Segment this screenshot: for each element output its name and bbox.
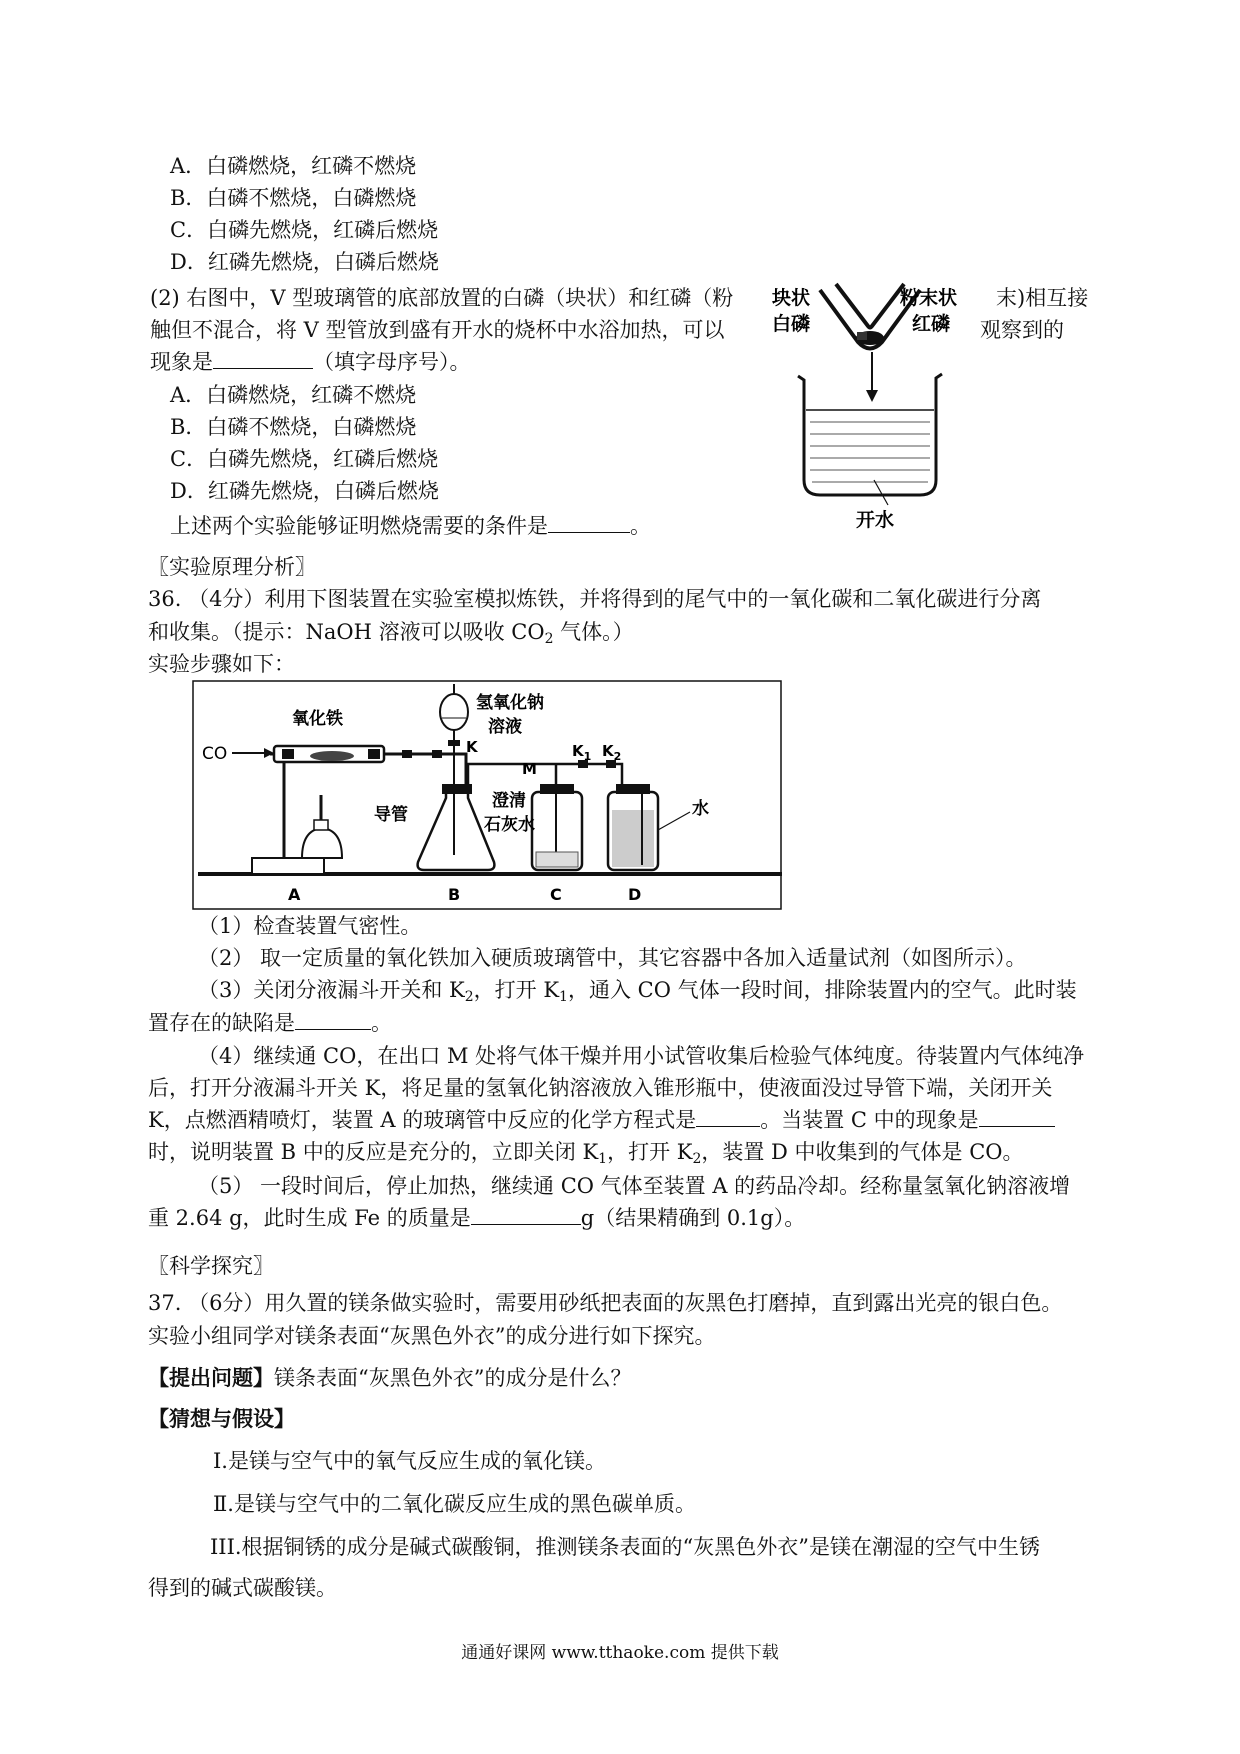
q36-step4-line4-a: 时，说明装置 B 中的反应是充分的，立即关闭 K — [148, 1140, 599, 1164]
q36-step4-line1: （4）继续通 CO，在出口 M 处将气体干燥并用小试管收集后检验气体纯度。待装置内气体纯净 — [198, 1044, 1085, 1068]
q36-line1: 36. （4分）利用下图装置在实验室模拟炼铁，并将得到的尾气中的一氧化碳和二氧化碳进行分离 — [148, 587, 1042, 611]
section-explore-heading: 〖科学探究〗 — [148, 1254, 274, 1278]
fig2-label-a: A — [288, 885, 301, 904]
q1-option-a: A．白磷燃烧，红磷不燃烧 — [170, 154, 417, 178]
q36-step2: （2） 取一定质量的氧化铁加入硬质玻璃管中，其它容器中各加入适量试剂（如图所示）。 — [198, 946, 1027, 970]
answer-blank[interactable] — [213, 348, 313, 369]
q37-line1: 37. （6分）用久置的镁条做实验时，需要用砂纸把表面的灰黑色打磨掉，直到露出光亮的银白色。 — [148, 1291, 1063, 1315]
fig2-label-naoh-1: 氢氧化钠 — [476, 693, 544, 713]
q36-step5-line2-a: 重 2.64 g，此时生成 Fe 的质量是 — [148, 1206, 471, 1230]
fig2-label-co: CO — [202, 744, 228, 764]
fig2-label-iron-oxide: 氧化铁 — [292, 709, 343, 729]
q36-line3: 实验步骤如下： — [148, 652, 295, 676]
q2-line1-b: 末)相互接 — [996, 286, 1089, 310]
q37-hypothesis-3-line1: III.根据铜锈的成分是碱式碳酸铜，推测镁条表面的“灰黑色外衣”是镁在潮湿的空气中生锈 — [210, 1535, 1041, 1559]
q37-question-text: 镁条表面“灰黑色外衣”的成分是什么？ — [274, 1366, 632, 1390]
q36-step4-line4-c: ，装置 D 中收集到的气体是 CO。 — [701, 1140, 1024, 1164]
section-analysis-heading: 〖实验原理分析〗 — [148, 555, 316, 579]
fig1-label-powder: 粉末状 — [900, 287, 958, 309]
q36-step4-line4-sub2: 2 — [692, 1151, 702, 1167]
q36-step3-b: ，打开 K — [473, 978, 560, 1002]
q1-option-b: B．白磷不燃烧，白磷燃烧 — [170, 186, 417, 210]
fig2-label-k: K — [466, 738, 478, 756]
answer-blank[interactable] — [295, 1009, 371, 1030]
fig2-label-k1: K — [572, 742, 584, 760]
q36-step3-c: ，通入 CO 气体一段时间，排除装置内的空气。此时装 — [567, 978, 1077, 1002]
page-footer: 通通好课网 www.tthaoke.com 提供下载 — [461, 1643, 779, 1663]
fig2-label-k2-sub: 2 — [613, 750, 622, 763]
q2-conclusion — [170, 512, 651, 540]
q36-step4-line3-a: K，点燃酒精喷灯，装置 A 的玻璃管中反应的化学方程式是 — [148, 1108, 697, 1132]
q2-conclusion-text: 上述两个实验能够证明燃烧需要的条件是 — [170, 514, 548, 538]
q36-step5-line2-b: g（结果精确到 0.1g）。 — [580, 1206, 806, 1230]
svg-text:K2 — [602, 742, 621, 763]
q2-line2-b: 观察到的 — [980, 318, 1064, 342]
q36-step3-a: （3）关闭分液漏斗开关和 K — [198, 978, 465, 1002]
q36-step3-sub1: 2 — [464, 989, 474, 1005]
fig2-label-lime-1: 澄清 — [492, 791, 526, 811]
fig2-label-d: D — [628, 885, 642, 904]
q2-option-a: A．白磷燃烧，红磷不燃烧 — [170, 383, 417, 407]
fig1-label-block: 块状 — [772, 287, 811, 309]
q36-step4-line4-b: ，打开 K — [607, 1140, 693, 1164]
q36-step4-line4-sub1: 1 — [598, 1151, 608, 1167]
q2-option-d: D．红磷先燃烧，白磷后燃烧 — [170, 479, 439, 503]
q36-step3-line2-b: 。 — [371, 1011, 392, 1035]
answer-blank[interactable] — [471, 1204, 581, 1225]
q37-hypothesis-3-line2: 得到的碱式碳酸镁。 — [148, 1576, 337, 1600]
fig2-label-k2: K — [602, 742, 614, 760]
q36-line2-b: 气体。） — [553, 620, 634, 644]
q36-line2-sub: 2 — [544, 631, 554, 647]
fig2-label-k1-sub: 1 — [583, 750, 592, 763]
fig1-label-red: 红磷 — [912, 313, 951, 335]
q36-line2-a: 和收集。（提示：NaOH 溶液可以吸收 CO — [148, 620, 545, 644]
q36-step3-line2-a: 置存在的缺陷是 — [148, 1011, 295, 1035]
q2-line3 — [150, 348, 471, 376]
q37-question-label: 【提出问题】 — [148, 1365, 274, 1390]
q1-option-d: D．红磷先燃烧，白磷后燃烧 — [170, 250, 439, 274]
q36-step4-line4 — [148, 1138, 1024, 1173]
q36-step4-line3-b: 。当装置 C 中的现象是 — [760, 1108, 979, 1132]
answer-blank[interactable] — [696, 1106, 760, 1127]
fig2-label-c: C — [550, 885, 562, 904]
q36-step4-line2: 后，打开分液漏斗开关 K，将足量的氢氧化钠溶液放入锥形瓶中，使液面没过导管下端，关闭开关 — [148, 1076, 1053, 1100]
q1-option-c: C．白磷先燃烧，红磷后燃烧 — [170, 218, 439, 242]
q2-line1-a: (2) 右图中，V 型玻璃管的底部放置的白磷（块状）和红磷（粉 — [150, 286, 734, 310]
q2-option-b: B．白磷不燃烧，白磷燃烧 — [170, 415, 417, 439]
fig1-label-water: 开水 — [856, 509, 895, 530]
fig2-label-lime-2: 石灰水 — [484, 815, 535, 835]
svg-text:K1 — [572, 742, 591, 763]
fig2-label-m: M — [522, 760, 537, 778]
q36-step3-line1 — [198, 976, 1077, 1011]
q2-line3-a: 现象是 — [150, 350, 213, 374]
q36-step5-line1: （5） 一段时间后，停止加热，继续通 CO 气体至装置 A 的药品冷却。经称量氢氧化钠溶液增 — [198, 1174, 1071, 1198]
q37-line2: 实验小组同学对镁条表面“灰黑色外衣”的成分进行如下探究。 — [148, 1324, 716, 1348]
q37-hypothesis-1: Ⅰ.是镁与空气中的氧气反应生成的氧化镁。 — [213, 1449, 606, 1473]
fig2-label-naoh-2: 溶液 — [488, 717, 522, 737]
q36-step3-line2 — [148, 1009, 392, 1037]
q2-line2-a: 触但不混合，将 V 型管放到盛有开水的烧杯中水浴加热，可以 — [150, 318, 725, 342]
apparatus-figure — [192, 680, 782, 912]
fig2-label-b: B — [448, 885, 461, 904]
q36-line2 — [148, 618, 634, 653]
fig2-label-water: 水 — [692, 799, 709, 819]
q36-step1: （1）检查装置气密性。 — [198, 914, 422, 938]
q2-line3-b: （填字母序号）。 — [313, 350, 471, 374]
fig1-label-white: 白磷 — [772, 313, 811, 335]
q37-hypothesis-2: Ⅱ.是镁与空气中的二氧化碳反应生成的黑色碳单质。 — [213, 1492, 696, 1516]
q2-conclusion-end: 。 — [630, 514, 651, 538]
q2-option-c: C．白磷先燃烧，红磷后燃烧 — [170, 447, 439, 471]
answer-blank[interactable] — [979, 1106, 1055, 1127]
q36-step3-sub2: 1 — [559, 989, 568, 1005]
fig2-label-tube: 导管 — [374, 805, 408, 825]
q36-step4-line3 — [148, 1106, 1055, 1134]
q37-question — [148, 1364, 631, 1392]
v-tube-beaker-figure — [760, 280, 1000, 530]
q36-step5-line2 — [148, 1204, 805, 1232]
answer-blank[interactable] — [548, 512, 630, 533]
q37-hypothesis-label: 【猜想与假设】 — [148, 1406, 295, 1431]
